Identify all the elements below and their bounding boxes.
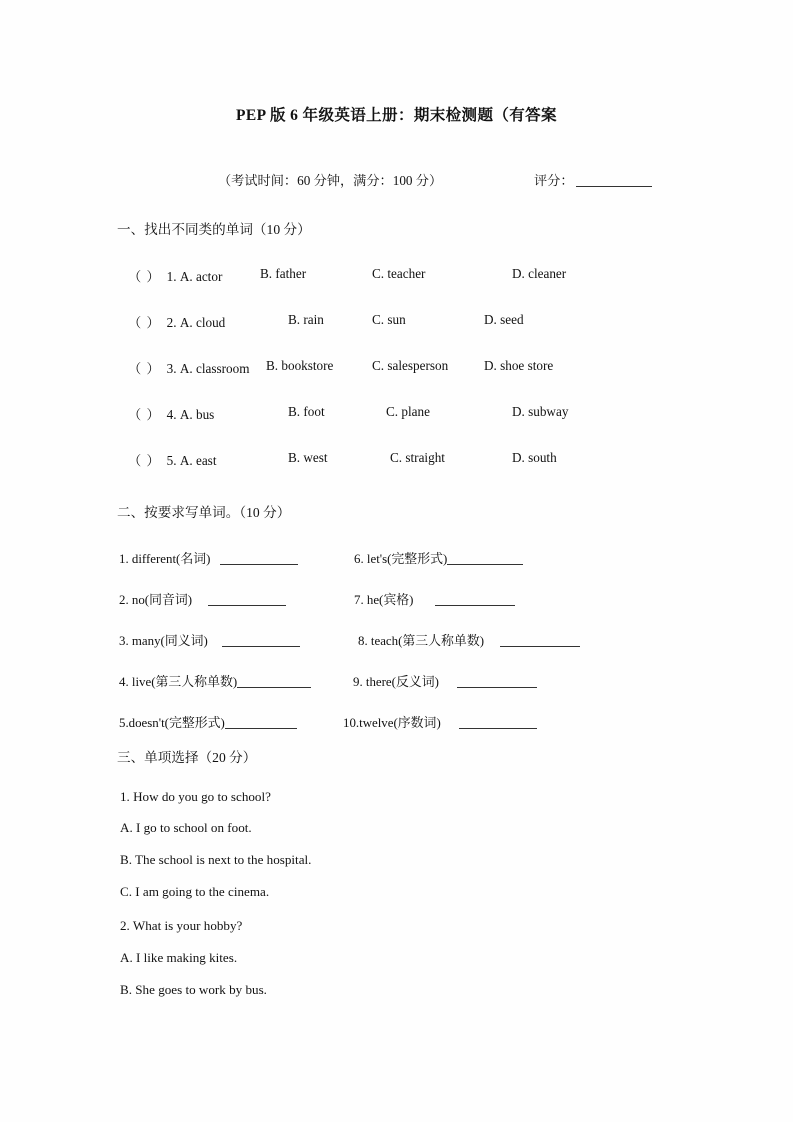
question-number: 4. (166, 407, 177, 422)
word-item (358, 630, 580, 649)
word-item (119, 548, 298, 567)
word-item-label: 9. there(反义词) (353, 675, 439, 689)
option-a[interactable]: A. cloud (179, 315, 226, 330)
question-row (128, 266, 567, 285)
word-item-label: 4. live(第三人称单数) (119, 675, 238, 689)
score-field (534, 170, 652, 189)
word-item-label: 6. let's(完整形式) (354, 552, 448, 566)
option-c[interactable]: C. straight (390, 450, 445, 465)
mc-option[interactable]: A. I go to school on foot. (120, 820, 252, 835)
word-item-label: 8. teach(第三人称单数) (358, 634, 485, 648)
page-title: PEP 版 6 年级英语上册：期末检测题（有答案 (236, 107, 557, 124)
option-b[interactable]: B. bookstore (266, 358, 334, 373)
question-number: 3. (166, 361, 177, 376)
word-item-label: 2. no(同音词) (119, 593, 193, 607)
option-a[interactable]: A. classroom (179, 361, 250, 376)
mc-option[interactable]: C. I am going to the cinema. (120, 884, 270, 899)
option-a[interactable]: A. bus (179, 407, 215, 422)
question-row (128, 312, 524, 331)
word-item-label: 10.twelve(序数词) (343, 716, 441, 730)
word-item (343, 712, 537, 731)
option-d[interactable]: D. seed (484, 312, 524, 327)
mc-question: 1. How do you go to school? (120, 789, 271, 804)
word-item (119, 589, 286, 608)
option-c[interactable]: C. plane (386, 404, 430, 419)
score-label-text: 评分： (534, 173, 574, 188)
option-c[interactable]: C. sun (372, 312, 406, 327)
option-d[interactable]: D. cleaner (512, 266, 567, 281)
answer-blank[interactable] (225, 716, 297, 729)
answer-bracket[interactable]: （ ） (128, 269, 161, 284)
word-item (353, 671, 537, 690)
answer-blank[interactable] (459, 716, 537, 729)
question-number: 5. (166, 453, 177, 468)
word-item (354, 589, 515, 608)
answer-blank[interactable] (222, 634, 300, 647)
answer-blank[interactable] (220, 552, 298, 565)
word-item (119, 630, 300, 649)
question-number: 2. (166, 315, 177, 330)
option-b[interactable]: B. father (260, 266, 307, 281)
answer-bracket[interactable]: （ ） (128, 361, 161, 376)
option-b[interactable]: B. west (288, 450, 328, 465)
answer-blank[interactable] (457, 675, 537, 688)
section-1-heading: 一、找出不同类的单词（10 分） (117, 222, 311, 237)
question-row (128, 450, 557, 469)
option-c[interactable]: C. teacher (372, 266, 426, 281)
option-c[interactable]: C. salesperson (372, 358, 449, 373)
question-row (128, 358, 554, 377)
word-item-label: 1. different(名词) (119, 552, 211, 566)
option-d[interactable]: D. shoe store (484, 358, 554, 373)
answer-blank[interactable] (208, 593, 286, 606)
answer-blank[interactable] (500, 634, 580, 647)
word-item (354, 548, 523, 567)
answer-bracket[interactable]: （ ） (128, 407, 161, 422)
section-2-heading: 二、按要求写单词。（10 分） (117, 505, 291, 520)
mc-option[interactable]: B. She goes to work by bus. (120, 982, 267, 997)
word-item (119, 712, 297, 731)
word-item (119, 671, 311, 690)
answer-bracket[interactable]: （ ） (128, 315, 161, 330)
exam-info-text: （考试时间：60 分钟，满分：100 分） (218, 173, 443, 188)
option-a[interactable]: A. east (179, 453, 217, 468)
answer-blank[interactable] (447, 552, 523, 565)
question-number: 1. (166, 269, 177, 284)
option-d[interactable]: D. south (512, 450, 557, 465)
word-item-label: 5.doesn't(完整形式) (119, 716, 225, 730)
option-a[interactable]: A. actor (179, 269, 223, 284)
option-b[interactable]: B. foot (288, 404, 325, 419)
question-row (128, 404, 569, 423)
score-blank-line[interactable] (576, 173, 652, 187)
word-item-label: 7. he(宾格) (354, 593, 414, 607)
option-d[interactable]: D. subway (512, 404, 569, 419)
answer-blank[interactable] (435, 593, 515, 606)
answer-blank[interactable] (237, 675, 311, 688)
mc-option[interactable]: A. I like making kites. (120, 950, 238, 965)
word-item-label: 3. many(同义词) (119, 634, 208, 648)
option-b[interactable]: B. rain (288, 312, 324, 327)
mc-option[interactable]: B. The school is next to the hospital. (120, 852, 312, 867)
mc-question: 2. What is your hobby? (120, 918, 243, 933)
section-3-heading: 三、单项选择（20 分） (117, 750, 257, 765)
answer-bracket[interactable]: （ ） (128, 453, 161, 468)
